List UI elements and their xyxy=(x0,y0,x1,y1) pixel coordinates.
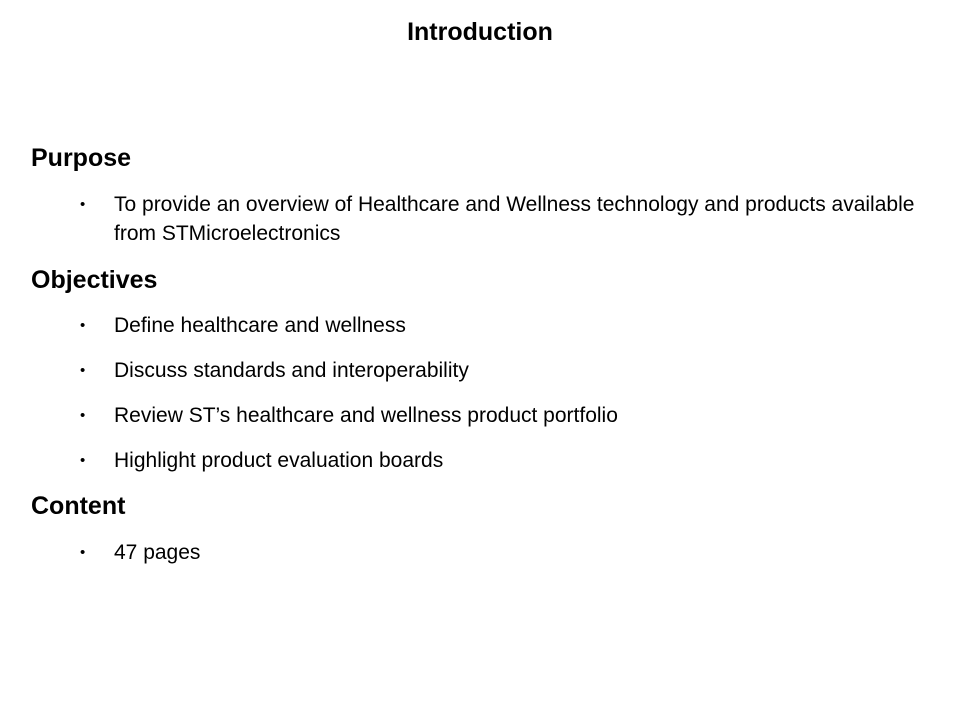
bullet-icon: • xyxy=(80,407,86,424)
list-item-text: To provide an overview of Healthcare and Wellness technology and products available from STMicroelectronics xyxy=(114,193,915,245)
list-item-objective-4 xyxy=(80,446,925,475)
list-item-text: Highlight product evaluation boards xyxy=(114,449,444,472)
bullet-icon: • xyxy=(80,544,86,561)
section-heading-objectives: Objectives xyxy=(31,266,158,294)
bullet-icon: • xyxy=(80,362,86,379)
slide-title: Introduction xyxy=(407,18,553,46)
list-item-text: Review ST’s healthcare and wellness product portfolio xyxy=(114,404,618,427)
list-item-text: 47 pages xyxy=(114,541,201,564)
list-item-purpose-1 xyxy=(80,190,925,248)
list-item-objective-1 xyxy=(80,311,925,340)
section-heading-content: Content xyxy=(31,492,126,520)
list-item-objective-3 xyxy=(80,401,925,430)
list-item-text: Discuss standards and interoperability xyxy=(114,359,469,382)
bullet-icon: • xyxy=(80,317,86,334)
bullet-icon: • xyxy=(80,196,86,213)
list-item-objective-2 xyxy=(80,356,925,385)
list-item-text: Define healthcare and wellness xyxy=(114,314,406,337)
section-heading-purpose: Purpose xyxy=(31,144,132,172)
list-item-content-1 xyxy=(80,538,925,567)
bullet-icon: • xyxy=(80,452,86,469)
